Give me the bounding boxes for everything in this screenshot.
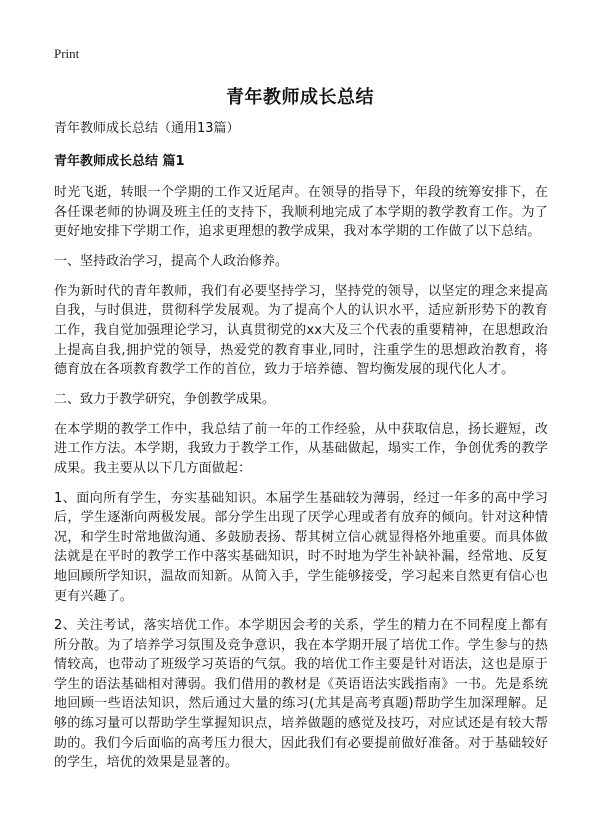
paragraph-intro: 时光飞逝，转眼一个学期的工作又近尾声。在领导的指导下，年段的统筹安排下，在各任课老师的协调及班主任的支持下，我顺利地完成了本学期的教学教育工作。为了更好地安排下学期工作，追求更理想的教学成果，我对本学期的工作做了以下总结。 [54,185,548,240]
section-heading: 青年教师成长总结 篇1 [54,154,185,169]
paragraph-politics: 作为新时代的青年教师，我们有必要坚持学习，坚持党的领导，以坚定的理念来提高自我，与时俱进，贯彻科学发展观。为了提高个人的认识水平，适应新形势下的教育工作，我自觉加强理论学习，认真贯彻党的xx大及三个代表的重要精神，在思想政治上提高自我,拥护党的领导，热爱党的教育事业,同时，注重学生的思想政治教育，将德育放在各项教育教学工作的首位，致力于培养德、智均衡发展的现代化人才。 [54,283,548,378]
article-body [54,118,548,783]
paragraph-point-2: 2、关注考试，落实培优工作。本学期因会考的关系，学生的精力在不同程度上都有所分散。为了培养学习氛围及竞争意识，我在本学期开展了培优工作。学生参与的热情较高，也带动了班级学习英语的气氛。我的培优工作主要是针对语法，这也是原于学生的语法基础相对薄弱。我们借用的教材是《英语语法实践指南》一书。先是系统地回顾一些语法知识，然后通过大量的练习(尤其是高考真题)帮助学生加深理解。足够的练习量可以帮助学生掌握知识点，培养做题的感觉及技巧，对应试还是有较大帮助的。我们今后面临的高考压力很大，因此我们有必要提前做好准备。对于基础较好的学生，培优的效果是显著的。 [54,618,548,771]
print-link[interactable]: Print [54,46,80,61]
page-title: 青年教师成长总结 [226,87,374,108]
paragraph-point-1: 1、面向所有学生，夯实基础知识。本届学生基础较为薄弱，经过一年多的高中学习后，学生逐渐向两极发展。部分学生出现了厌学心理或者有放弃的倾向。针对这种情况，和学生时常地做沟通、多鼓励表扬、帮其树立信心就显得格外地重要。而具体做法就是在平时的教学工作中落实基础知识，时不时地为学生补缺补漏，经常地、反复地回顾所学知识，温故而知新。从简入手，学生能够接受，学习起来自然更有信心也更有兴趣了。 [54,490,548,604]
paragraph-heading-1: 一、坚持政治学习，提高个人政治修养。 [54,253,289,269]
paragraph-heading-2: 二、致力于教学研究，争创教学成果。 [54,391,276,407]
paragraph-research: 在本学期的教学工作中，我总结了前一年的工作经验，从中获取信息，扬长避短，改进工作方法。本学期，我致力于教学工作，从基础做起，塌实工作，争创优秀的教学成果。我主要从以下几方面做起： [54,421,548,476]
article-subtitle: 青年教师成长总结（通用13篇） [54,121,240,136]
